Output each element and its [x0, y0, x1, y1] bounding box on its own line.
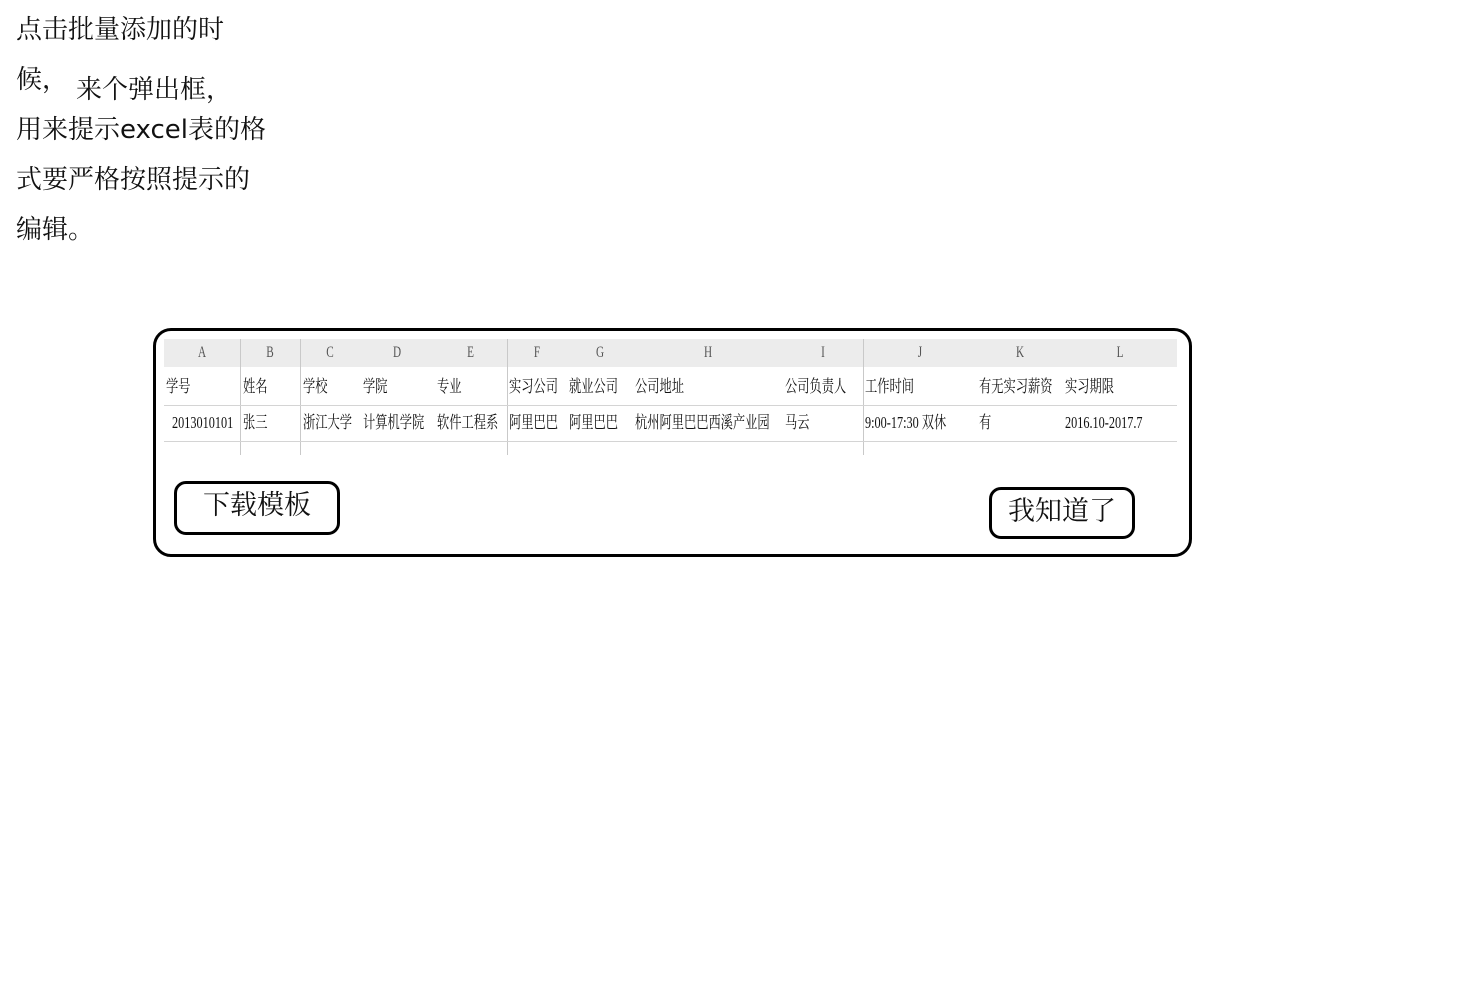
header-cell: 学校 — [303, 377, 328, 396]
data-cell: 软件工程系 — [437, 413, 499, 432]
data-cell: 马云 — [785, 413, 810, 432]
header-cell: 公司负责人 — [785, 377, 847, 396]
note-line-3: 用来提示excel表的格 — [16, 115, 266, 145]
excel-format-dialog — [153, 328, 1192, 557]
column-letter: K — [1015, 344, 1025, 361]
got-it-button[interactable]: 我知道了 — [989, 487, 1135, 539]
header-cell: 就业公司 — [569, 377, 618, 396]
column-letter: A — [197, 344, 207, 361]
data-cell: 2013010101 — [172, 413, 234, 432]
data-cell: 9:00-17:30 双休 — [865, 413, 947, 432]
data-cell: 阿里巴巴 — [569, 413, 618, 432]
column-letter: E — [467, 344, 474, 361]
note-line-1: 点击批量添加的时 — [16, 15, 225, 45]
excel-template-preview — [164, 339, 1177, 455]
data-cell: 2016.10-2017.7 — [1065, 413, 1143, 432]
header-row — [164, 369, 1177, 406]
data-cell: 阿里巴巴 — [509, 413, 558, 432]
note-line-4: 式要严格按照提示的 — [16, 165, 251, 195]
data-cell: 计算机学院 — [363, 413, 425, 432]
header-cell: 学号 — [166, 377, 191, 396]
column-letter: I — [821, 344, 825, 361]
column-letter: G — [595, 344, 605, 361]
header-cell: 实习公司 — [509, 377, 558, 396]
header-cell: 实习期限 — [1065, 377, 1114, 396]
note-line-5: 编辑。 — [16, 215, 95, 245]
example-data-row — [164, 405, 1177, 442]
download-template-button[interactable]: 下载模板 — [174, 481, 340, 535]
header-cell: 学院 — [363, 377, 388, 396]
column-letter: C — [326, 344, 334, 361]
column-letter: J — [917, 344, 923, 361]
column-letter: B — [266, 344, 274, 361]
data-cell: 杭州阿里巴巴西溪产业园 — [635, 413, 770, 432]
header-cell: 专业 — [437, 377, 462, 396]
column-letter: F — [533, 344, 541, 361]
column-letter-row — [164, 339, 1177, 367]
column-letter: H — [703, 344, 713, 361]
header-cell: 有无实习薪资 — [979, 377, 1053, 396]
header-cell: 姓名 — [243, 377, 268, 396]
note-line-2b: 来个弹出框， — [76, 75, 233, 105]
note-line-2a: 候， — [16, 65, 69, 95]
data-cell: 有 — [979, 413, 992, 432]
column-letter: D — [392, 344, 402, 361]
header-cell: 公司地址 — [635, 377, 684, 396]
header-cell: 工作时间 — [865, 377, 914, 396]
data-cell: 浙江大学 — [303, 413, 352, 432]
column-letter: L — [1116, 344, 1124, 361]
data-cell: 张三 — [243, 413, 268, 432]
